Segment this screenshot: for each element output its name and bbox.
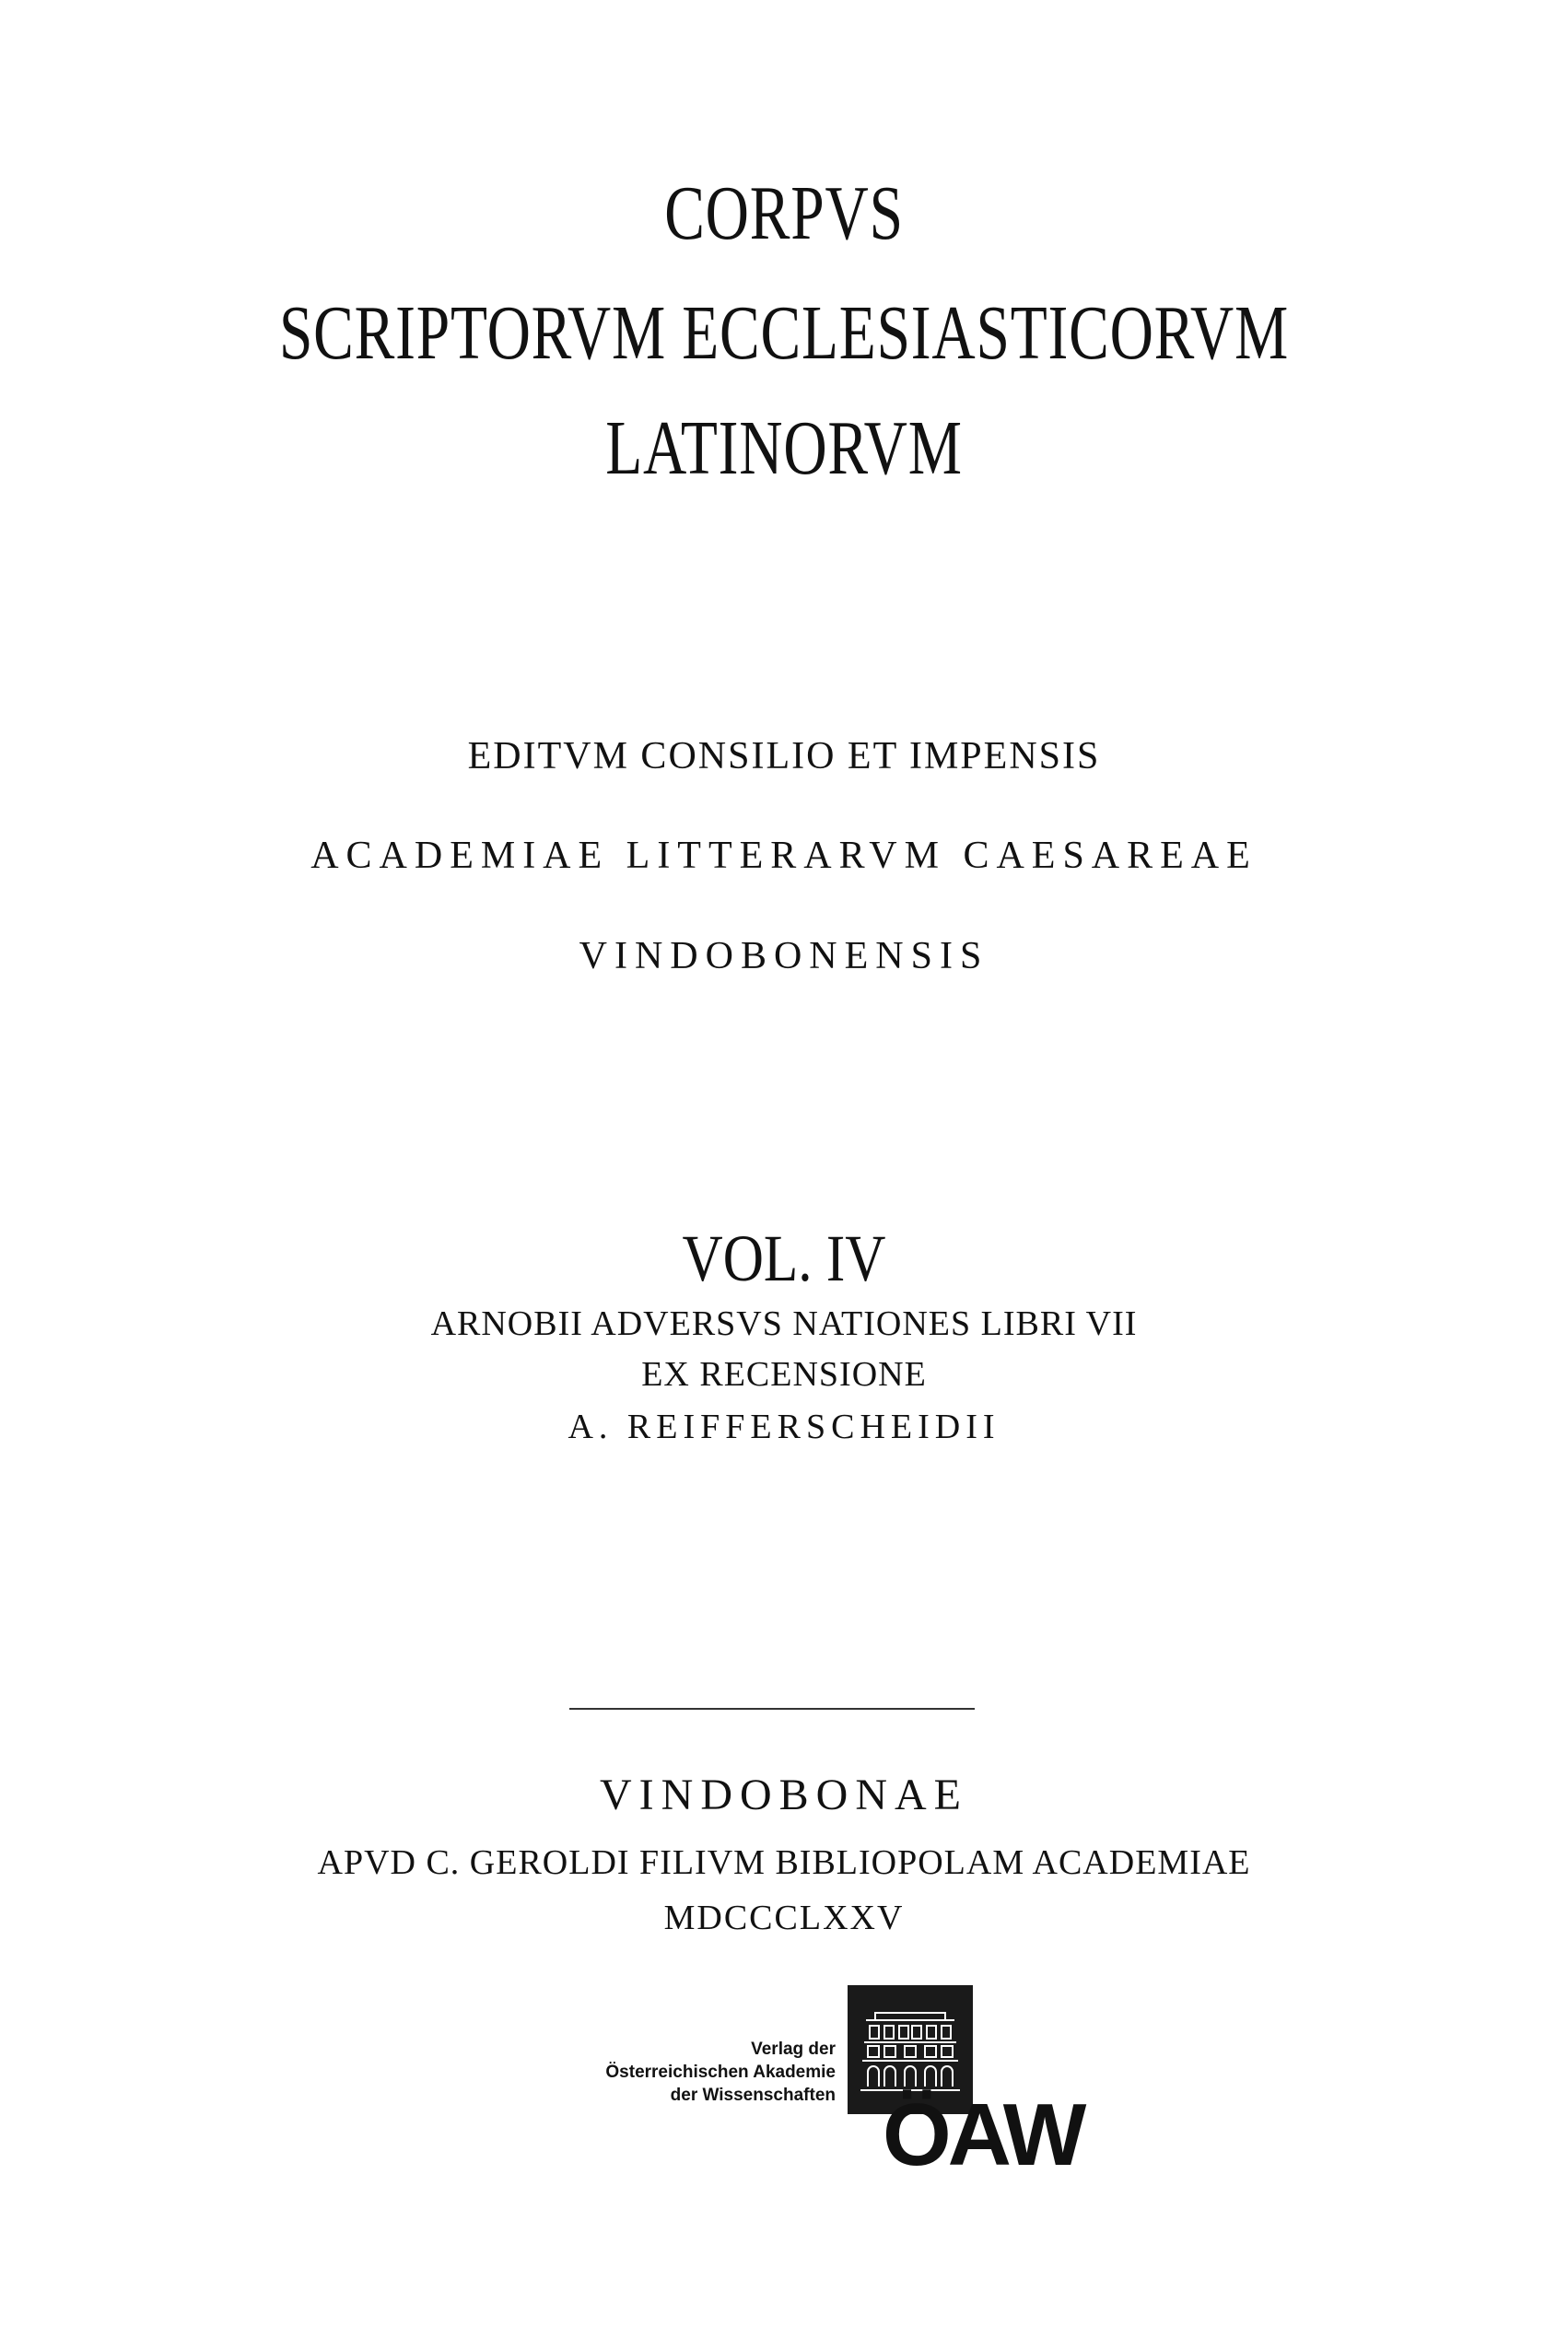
recension-line: EX RECENSIONE xyxy=(641,1355,927,1394)
volume-label: VOL. IV xyxy=(682,1222,886,1295)
publisher-name-line-3: der Wissenschaften xyxy=(670,2086,836,2105)
imprint-year: MDCCCLXXV xyxy=(663,1899,905,1937)
imprint-place: VINDOBONAE xyxy=(600,1771,968,1819)
publisher-name-line-2: Österreichischen Akademie xyxy=(605,2063,836,2082)
editor-name: A. REIFFERSCHEIDII xyxy=(568,1408,1000,1446)
publisher-name-line-1: Verlag der xyxy=(751,2040,836,2059)
series-title-line-2: SCRIPTORVM ECCLESIASTICORVM xyxy=(278,290,1290,376)
edition-line-2: ACADEMIAE LITTERARVM CAESAREAE xyxy=(310,835,1258,877)
edition-line-1: EDITVM CONSILIO ET IMPENSIS xyxy=(467,735,1101,777)
series-title-line-1: CORPVS xyxy=(664,170,904,256)
imprint-publisher: APVD C. GEROLDI FILIVM BIBLIOPOLAM ACADEMIAE xyxy=(317,1843,1251,1882)
publisher-name xyxy=(605,2038,836,2107)
series-title-line-3: LATINORVM xyxy=(605,405,963,491)
oaw-logo-mark: ÖAW xyxy=(883,2086,1083,2184)
edition-line-3: VINDOBONENSIS xyxy=(579,935,989,977)
divider-rule xyxy=(569,1708,975,1710)
work-title: ARNOBII ADVERSVS NATIONES LIBRI VII xyxy=(430,1304,1138,1343)
